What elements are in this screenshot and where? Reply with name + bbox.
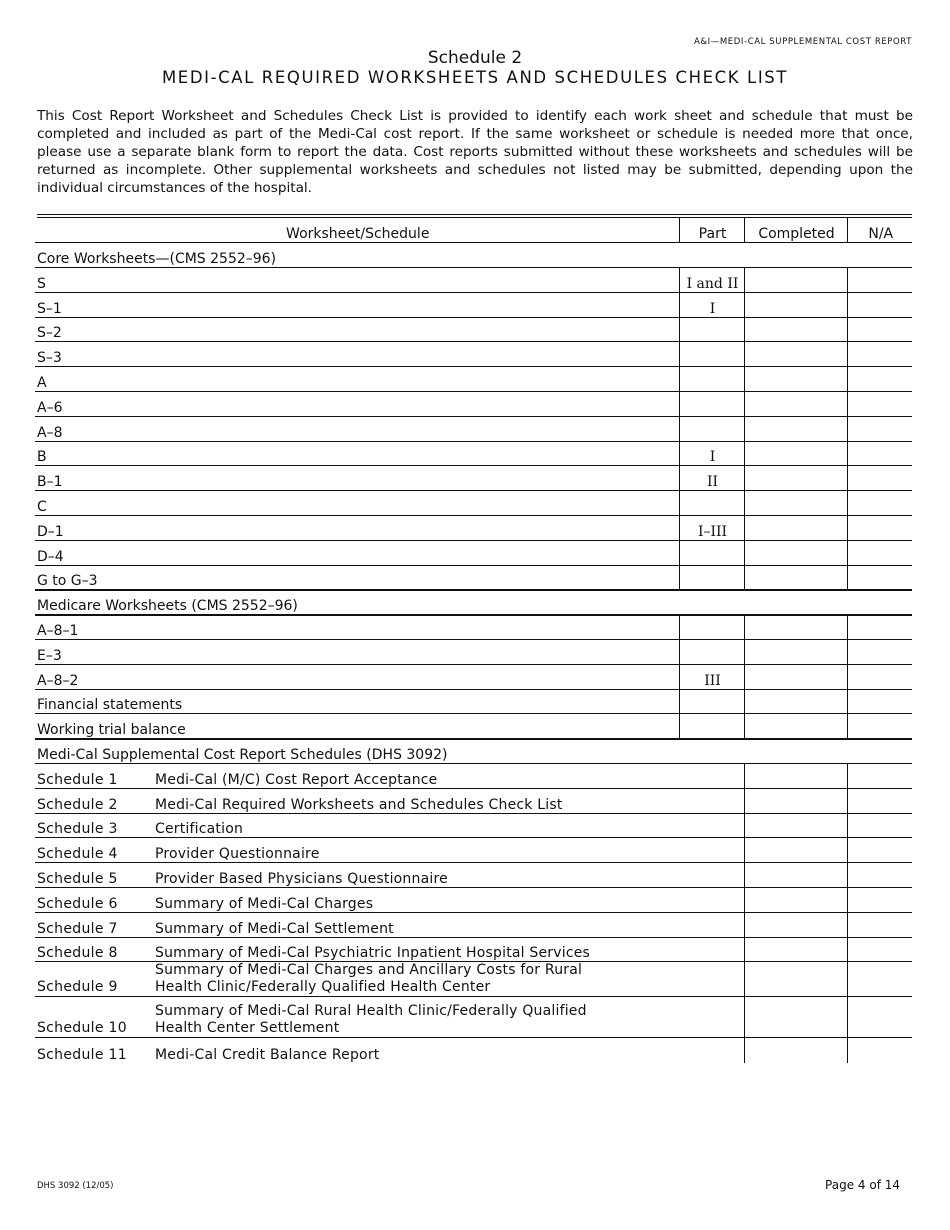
part-cell [679,416,744,441]
schedule-cell [35,788,744,813]
completed-checkbox[interactable] [744,392,847,417]
schedule-number: Schedule 3 [37,821,118,838]
table-row [35,441,912,466]
schedule-title: Certification [155,821,244,838]
schedule-number: Schedule 1 [37,771,118,788]
part-cell [679,367,744,392]
na-checkbox[interactable] [847,640,912,665]
na-checkbox[interactable] [847,268,912,293]
na-checkbox[interactable] [847,764,912,789]
na-checkbox[interactable] [847,997,912,1038]
schedule-title: Provider Based Physicians Questionnaire [155,871,448,888]
na-checkbox[interactable] [847,516,912,541]
schedule-cell [35,838,744,863]
worksheet-name: S–2 [35,317,679,342]
na-checkbox[interactable] [847,615,912,640]
schedule-title: Summary of Medi-Cal Charges [155,895,374,912]
table-row [35,689,912,714]
part-cell: III [679,664,744,689]
table-row [35,516,912,541]
col-header-part: Part [679,218,744,243]
na-checkbox[interactable] [847,342,912,367]
part-cell [679,540,744,565]
table-header-row [35,218,912,243]
table-row [35,367,912,392]
top-rule [37,214,912,215]
schedule-number: Schedule 10 [37,1020,127,1037]
schedule-number: Schedule 9 [37,979,118,996]
schedule-number: Schedule 8 [37,945,118,962]
na-checkbox[interactable] [847,664,912,689]
schedule-title: Medi-Cal Credit Balance Report [155,1046,380,1063]
completed-checkbox[interactable] [744,838,847,863]
worksheet-name: S–1 [35,292,679,317]
completed-checkbox[interactable] [744,1038,847,1063]
na-checkbox[interactable] [847,491,912,516]
part-cell [679,342,744,367]
completed-checkbox[interactable] [744,962,847,997]
report-header: A&I—MEDI-CAL SUPPLEMENTAL COST REPORT [694,37,912,47]
table-row [35,664,912,689]
schedule-title: Medi-Cal (M/C) Cost Report Acceptance [155,771,438,788]
worksheet-name: Financial statements [35,689,679,714]
na-checkbox[interactable] [847,392,912,417]
completed-checkbox[interactable] [744,714,847,739]
part-cell [679,689,744,714]
completed-checkbox[interactable] [744,615,847,640]
completed-checkbox[interactable] [744,292,847,317]
table-row [35,863,912,888]
schedule-cell [35,912,744,937]
completed-checkbox[interactable] [744,441,847,466]
na-checkbox[interactable] [847,788,912,813]
schedule-title: Medi-Cal Required Worksheets and Schedules Check List [155,796,563,813]
table-row [35,838,912,863]
part-cell: I [679,441,744,466]
na-checkbox[interactable] [847,962,912,997]
completed-checkbox[interactable] [744,888,847,913]
na-checkbox[interactable] [847,689,912,714]
completed-checkbox[interactable] [744,937,847,962]
completed-checkbox[interactable] [744,689,847,714]
col-header-na: N/A [847,218,912,243]
schedule-number: Schedule 2 [427,48,523,68]
table-row [35,615,912,640]
worksheet-name: D–4 [35,540,679,565]
schedule-number: Schedule 7 [37,920,118,937]
table-row [35,764,912,789]
worksheet-name: B [35,441,679,466]
schedule-title: Summary of Medi-Cal Psychiatric Inpatient Hospital Services [155,945,591,962]
completed-checkbox[interactable] [744,565,847,590]
na-checkbox[interactable] [847,292,912,317]
part-cell: I–III [679,516,744,541]
schedule-cell [35,962,744,997]
section-medicare-worksheets [35,590,912,615]
table-row [35,392,912,417]
na-checkbox[interactable] [847,416,912,441]
schedule-cell [35,863,744,888]
schedule-title: Summary of Medi-Cal Rural Health Clinic/Federally Qualified Health Center Settlement [155,1003,587,1037]
part-cell [679,640,744,665]
na-checkbox[interactable] [847,813,912,838]
completed-checkbox[interactable] [744,516,847,541]
section-title: Core Worksheets—(CMS 2552–96) [35,243,912,268]
completed-checkbox[interactable] [744,540,847,565]
part-cell [679,615,744,640]
schedule-number: Schedule 5 [37,871,118,888]
worksheet-name: A–8 [35,416,679,441]
completed-checkbox[interactable] [744,912,847,937]
schedule-number: Schedule 11 [37,1046,127,1063]
section-medi-cal-schedules [35,739,912,764]
form-number: DHS 3092 (12/05) [37,1181,114,1191]
na-checkbox[interactable] [847,863,912,888]
table-row [35,937,912,962]
worksheet-name: C [35,491,679,516]
na-checkbox[interactable] [847,888,912,913]
completed-checkbox[interactable] [744,764,847,789]
na-checkbox[interactable] [847,838,912,863]
na-checkbox[interactable] [847,714,912,739]
col-header-completed: Completed [744,218,847,243]
col-header-worksheet: Worksheet/Schedule [35,218,679,243]
page-number: Page 4 of 14 [825,1178,900,1192]
schedule-title: Summary of Medi-Cal Charges and Ancillary Costs for Rural Health Clinic/Federally Qualified Health Center [155,962,583,996]
table-row [35,466,912,491]
worksheet-name: A–8–1 [35,615,679,640]
schedule-cell [35,764,744,789]
table-row [35,640,912,665]
schedule-number: Schedule 4 [37,846,118,863]
table-row [35,912,912,937]
completed-checkbox[interactable] [744,813,847,838]
completed-checkbox[interactable] [744,416,847,441]
table-row [35,317,912,342]
page-title: MEDI-CAL REQUIRED WORKSHEETS AND SCHEDULES CHECK LIST [161,68,789,87]
part-cell [679,714,744,739]
na-checkbox[interactable] [847,937,912,962]
na-checkbox[interactable] [847,540,912,565]
schedule-title: Summary of Medi-Cal Settlement [155,920,394,937]
worksheet-name: B–1 [35,466,679,491]
worksheet-name: A [35,367,679,392]
worksheet-name: S–3 [35,342,679,367]
table-row [35,888,912,913]
completed-checkbox[interactable] [744,997,847,1038]
checklist-table [35,218,912,1063]
na-checkbox[interactable] [847,441,912,466]
na-checkbox[interactable] [847,367,912,392]
table-row [35,813,912,838]
part-cell [679,565,744,590]
na-checkbox[interactable] [847,565,912,590]
completed-checkbox[interactable] [744,664,847,689]
table-row [35,997,912,1038]
table-row [35,1038,912,1063]
na-checkbox[interactable] [847,466,912,491]
worksheet-name: A–6 [35,392,679,417]
schedule-cell [35,937,744,962]
schedule-title: Provider Questionnaire [155,846,320,863]
completed-checkbox[interactable] [744,317,847,342]
table-row [35,416,912,441]
table-row [35,962,912,997]
schedule-cell [35,1038,744,1063]
schedule-cell [35,997,744,1038]
completed-checkbox[interactable] [744,367,847,392]
schedule-number: Schedule 6 [37,895,118,912]
table-row [35,268,912,293]
completed-checkbox[interactable] [744,640,847,665]
worksheet-name: Working trial balance [35,714,679,739]
completed-checkbox[interactable] [744,342,847,367]
completed-checkbox[interactable] [744,268,847,293]
worksheet-name: A–8–2 [35,664,679,689]
schedule-cell [35,813,744,838]
na-checkbox[interactable] [847,1038,912,1063]
section-title: Medicare Worksheets (CMS 2552–96) [35,590,912,615]
table-row [35,491,912,516]
part-cell [679,392,744,417]
worksheet-name: S [35,268,679,293]
schedule-number: Schedule 2 [37,796,118,813]
completed-checkbox[interactable] [744,491,847,516]
table-row [35,565,912,590]
worksheet-name: E–3 [35,640,679,665]
part-cell: I and II [679,268,744,293]
schedule-cell [35,888,744,913]
part-cell: I [679,292,744,317]
section-core-worksheets [35,243,912,268]
table-row [35,540,912,565]
part-cell [679,491,744,516]
section-title: Medi-Cal Supplemental Cost Report Schedules (DHS 3092) [35,739,912,764]
table-row [35,342,912,367]
part-cell: II [679,466,744,491]
completed-checkbox[interactable] [744,788,847,813]
part-cell [679,317,744,342]
worksheet-name: G to G–3 [35,565,679,590]
na-checkbox[interactable] [847,317,912,342]
worksheet-name: D–1 [35,516,679,541]
intro-paragraph: This Cost Report Worksheet and Schedules Check List is provided to identify each work sheet and schedule that must be completed and included as part of the Medi-Cal cost report. If the same worksheet or schedule is needed more that once, please use a separate blank form to report the data. Cost reports submitted without these worksheets and schedules will be returned as incomplete. Other supplemental worksheets and schedules not listed may be submitted, depending upon the individual circumstances of the hospital. [37,108,913,196]
table-row [35,788,912,813]
table-row [35,292,912,317]
completed-checkbox[interactable] [744,466,847,491]
completed-checkbox[interactable] [744,863,847,888]
table-row [35,714,912,739]
na-checkbox[interactable] [847,912,912,937]
